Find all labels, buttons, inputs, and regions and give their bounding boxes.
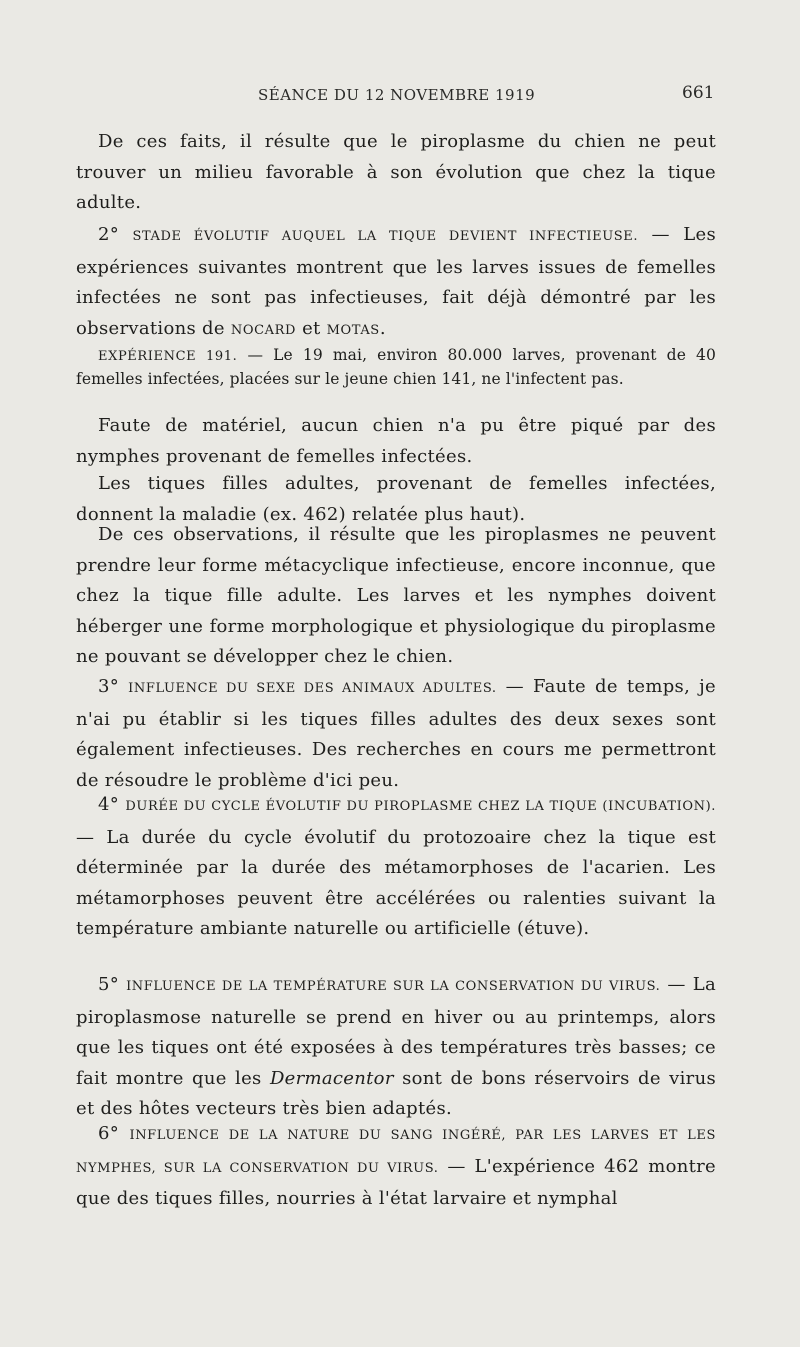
- genus-name: Dermacentor: [269, 1067, 394, 1089]
- page-header: [0, 80, 800, 110]
- paragraph-text: — La piroplasmose naturelle se prend en hiver ou au printemps, alors que les tiques ont été exposées à des températures très basses; ce fait montre que les: [76, 974, 716, 1089]
- experiment-label: EXPÉRIENCE 191.: [98, 349, 238, 364]
- paragraph-text: sont de bons réservoirs de virus et des hôtes vecteurs très bien adaptés.: [76, 1067, 716, 1119]
- running-title: SÉANCE DU 12 NOVEMBRE 1919: [258, 86, 536, 104]
- section-number: 2°: [98, 224, 120, 245]
- paragraph-text: Les tiques filles adultes, provenant de femelles infectées, donnent la maladie (ex. 462) relatée plus haut).: [76, 473, 716, 525]
- section-4-cycle-duration: [76, 790, 716, 945]
- paragraph-text: — Le 19 mai, environ 80.000 larves, provenant de 40 femelles infectées, placées sur le jeune chien 141, ne l'infectent pas.: [76, 346, 716, 388]
- punctuation: .: [379, 317, 386, 339]
- section-2-infectious-stage: [76, 220, 716, 346]
- paragraph-metacyclic-form: [76, 520, 716, 673]
- paragraph-conclusion-adult-tick: [76, 127, 716, 219]
- section-3-sex-influence: [76, 672, 716, 796]
- section-heading: DURÉE DU CYCLE ÉVOLUTIF DU PIROPLASME CHEZ LA TIQUE (INCUBATION).: [125, 799, 716, 814]
- paragraph-nymphs: [76, 411, 716, 472]
- author-name: NOCARD: [230, 322, 297, 338]
- section-heading: INFLUENCE DU SEXE DES ANIMAUX ADULTES.: [128, 681, 497, 696]
- section-heading: INFLUENCE DE LA TEMPÉRATURE SUR LA CONSERVATION DU VIRUS.: [126, 979, 661, 994]
- section-6-blood-nature-influence: [76, 1119, 716, 1215]
- section-number: 5°: [98, 974, 120, 995]
- paragraph-text: — L'expérience 462 montre que des tiques filles, nourries à l'état larvaire et nymphal: [76, 1155, 716, 1209]
- paragraph-text: — Les expériences suivantes montrent que les larves issues de femelles infectées ne sont pas infectieuses, fait déjà démontré par les observations de: [76, 224, 716, 339]
- paragraph-text: — La durée du cycle évolutif du protozoaire chez la tique est déterminée par la durée des métamorphoses de l'acarien. Les métamorphoses peuvent être accélérées ou ralenties suivant la température ambiante naturelle ou artificielle (étuve).: [76, 826, 716, 939]
- section-heading: STADE ÉVOLUTIF AUQUEL LA TIQUE DEVIENT INFECTIEUSE.: [132, 229, 639, 244]
- section-5-temperature-influence: [76, 970, 716, 1125]
- page-number: 661: [682, 83, 715, 103]
- section-number: 6°: [98, 1123, 120, 1144]
- section-number: 4°: [98, 794, 120, 815]
- author-name: MOTAS: [326, 322, 380, 338]
- paragraph-text: Faute de matériel, aucun chien n'a pu être piqué par des nymphes provenant de femelles infectées.: [76, 415, 716, 467]
- paragraph-text: De ces observations, il résulte que les piroplasmes ne peuvent prendre leur forme métacyclique infectieuse, encore inconnue, que chez la tique fille adulte. Les larves et les nymphes doivent héberger une forme morphologique et physiologique du piroplasme ne pouvant se développer chez le chien.: [76, 524, 716, 667]
- conjunction: et: [302, 317, 321, 339]
- paragraph-text: De ces faits, il résulte que le piroplasme du chien ne peut trouver un milieu favorable à son évolution que chez la tique adulte.: [76, 131, 716, 213]
- section-number: 3°: [98, 676, 120, 697]
- experiment-191-note: [76, 344, 716, 391]
- paragraph-text: — Faute de temps, je n'ai pu établir si les tiques filles adultes des deux sexes sont également infectieuses. Des recherches en cours me permettront de résoudre le problème d'ici peu.: [76, 676, 716, 791]
- section-heading: INFLUENCE DE LA NATURE DU SANG INGÉRÉ, PAR LES LARVES ET LES NYMPHES, SUR LA CONSERVATION DU VIRUS.: [76, 1128, 716, 1176]
